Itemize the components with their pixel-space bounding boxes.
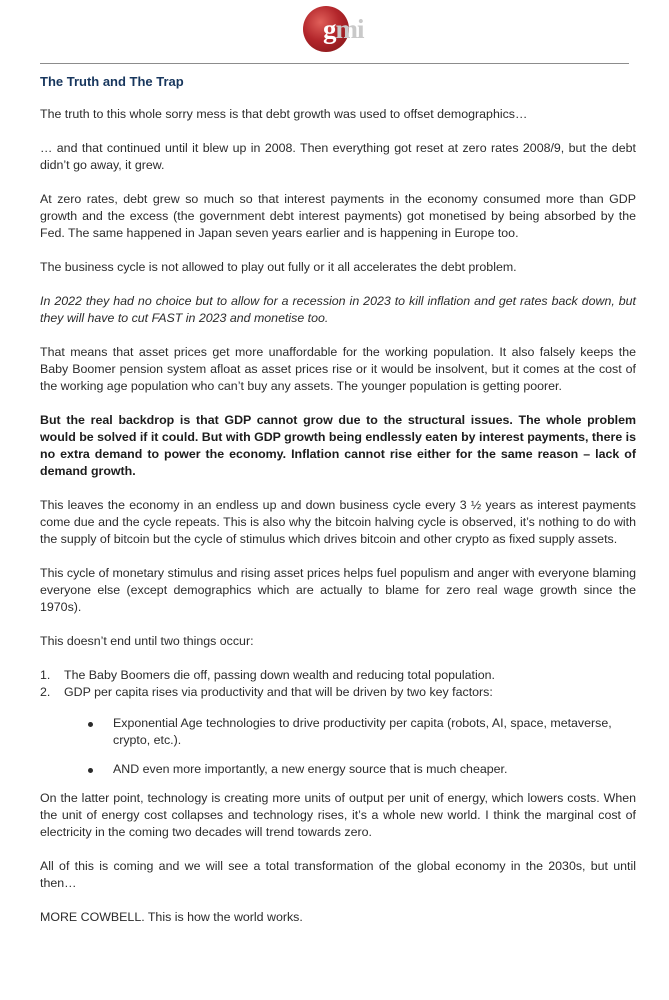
item-number: 1. xyxy=(40,668,51,682)
numbered-list xyxy=(40,667,636,701)
paragraph: The truth to this whole sorry mess is that debt growth was used to offset demographics… xyxy=(40,107,528,121)
article-title: The Truth and The Trap xyxy=(40,74,184,89)
paragraph: … and that continued until it blew up in 2008. Then everything got reset at zero rates 2008/9, but the debt didn’t go away, it grew. xyxy=(40,141,636,172)
paragraph: On the latter point, technology is creating more units of output per unit of energy, which lowers costs. When the unit of energy cost collapses and technology rises, it’s a whole new world. I think the marginal cost of electricity in the coming two decades will trend towards zero. xyxy=(40,791,636,839)
paragraph: This cycle of monetary stimulus and rising asset prices helps fuel populism and anger with everyone blaming everyone else (except demographics which are actually to blame for zero real wage growth since the 1970s). xyxy=(40,566,636,614)
item-text: The Baby Boomers die off, passing down wealth and reducing total population. xyxy=(64,668,495,682)
paragraph: That means that asset prices get more unaffordable for the working population. It also falsely keeps the Baby Boomer pension system afloat as asset prices rise or it would be insolvent, but it comes at the cost of the working age population who can’t buy any assets. The younger population is getting poorer. xyxy=(40,345,636,393)
paragraph: At zero rates, debt grew so much so that interest payments in the economy consumed more than GDP growth and the excess (the government debt interest payments) got monetised by being absorbed by the Fed. The same happened in Japan seven years earlier and is happening in Europe too. xyxy=(40,192,636,240)
gmi-logo xyxy=(303,6,383,54)
page-header xyxy=(0,0,669,66)
bullet-item xyxy=(40,761,636,778)
bullet-item xyxy=(40,715,636,749)
logo-text: gmi xyxy=(323,14,364,44)
header-divider xyxy=(40,63,629,64)
article-body xyxy=(40,73,636,943)
paragraph: The business cycle is not allowed to play out fully or it all accelerates the debt problem. xyxy=(40,260,517,274)
bullet-list xyxy=(40,715,636,778)
paragraph: This doesn’t end until two things occur: xyxy=(40,634,254,648)
bold-paragraph: But the real backdrop is that GDP cannot grow due to the structural issues. The whole problem would be solved if it could. But with GDP growth being endlessly eaten by interest payments, there is no extra demand to power the economy. Inflation cannot rise either for the same reason – lack of demand growth. xyxy=(40,413,637,478)
bullet-text: AND even more importantly, a new energy source that is much cheaper. xyxy=(113,762,508,776)
paragraph: All of this is coming and we will see a total transformation of the global economy in the 2030s, but until then… xyxy=(40,859,636,890)
closing-line: MORE COWBELL. This is how the world works. xyxy=(40,910,303,924)
numbered-item xyxy=(40,684,636,701)
numbered-item xyxy=(40,667,636,684)
bullet-icon xyxy=(88,722,93,727)
bullet-icon xyxy=(88,768,93,773)
italic-paragraph: In 2022 they had no choice but to allow for a recession in 2023 to kill inflation and get rates back down, but they will have to cut FAST in 2023 and monetise too. xyxy=(40,294,636,325)
item-text: GDP per capita rises via productivity and that will be driven by two key factors: xyxy=(64,685,493,699)
item-number: 2. xyxy=(40,685,51,699)
paragraph: This leaves the economy in an endless up and down business cycle every 3 ½ years as interest payments come due and the cycle repeats. This is also why the bitcoin halving cycle is observed, it’s nothing to do with the supply of bitcoin but the cycle of stimulus which drives bitcoin and other crypto as fixed supply assets. xyxy=(40,498,636,546)
bullet-text: Exponential Age technologies to drive productivity per capita (robots, AI, space, metaverse, crypto, etc.). xyxy=(113,716,612,747)
